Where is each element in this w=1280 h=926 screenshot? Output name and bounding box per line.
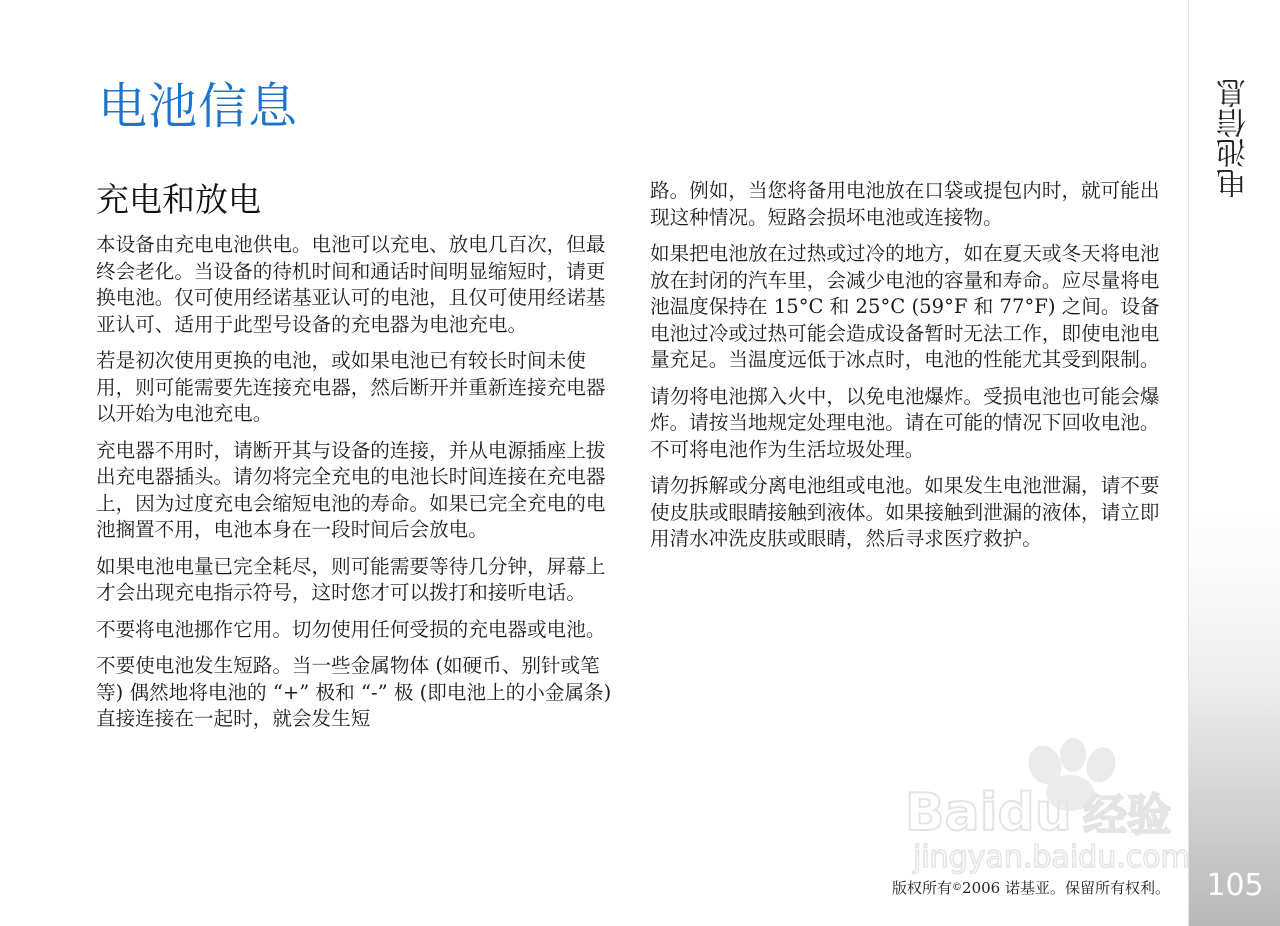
watermark-brand: Baidu: [905, 783, 1072, 843]
chapter-title: 电池信息: [98, 78, 299, 135]
copyright-prefix: 版权所有: [892, 879, 953, 897]
page-number: 105: [1206, 868, 1264, 903]
watermark-url: jingyan.baidu.com: [913, 840, 1190, 875]
watermark-brand-cn: 经验: [1083, 790, 1171, 841]
paragraph: 如果电池电量已完全耗尽，则可能需要等待几分钟，屏幕上才会出现充电指示符号，这时您才可以拨打和接听电话。: [96, 554, 606, 604]
section-title: 充电和放电: [96, 180, 261, 219]
copyright-suffix: 2006 诺基亚。保留所有权利。: [962, 879, 1170, 897]
paragraph: 本设备由充电电池供电。电池可以充电、放电几百次，但最终会老化。当设备的待机时间和通话时间明显缩短时，请更换电池。仅可使用经诺基亚认可的电池，且仅可使用经诺基亚认可、适用于此型号设备的充电器为电池充电。: [96, 233, 606, 336]
paragraph: 不要将电池挪作它用。切勿使用任何受损的充电器或电池。: [96, 617, 606, 641]
paragraph: 路。例如，当您将备用电池放在口袋或提包内时，就可能出现这种情况。短路会损坏电池或连接物。: [650, 179, 1160, 229]
paragraph: 充电器不用时，请断开其与设备的连接，并从电源插座上拔出充电器插头。请勿将完全充电的电池长时间连接在充电器上，因为过度充电会缩短电池的寿命。如果已完全充电的电池搁置不用，电池本身在一段时间后会放电。: [96, 438, 606, 541]
side-tab-title: 电池信息: [1217, 78, 1252, 198]
right-column: [650, 178, 1164, 563]
baidu-jingyan-watermark: [905, 735, 1195, 875]
paragraph: 不要使电池发生短路。当一些金属物体 (如硬币、别针或笔等) 偶然地将电池的 “+” 极和 “-” 极 (即电池上的小金属条) 直接连接在一起时，就会发生短: [96, 654, 612, 730]
copyright-footer: [860, 876, 1170, 900]
copyright-symbol: ©: [952, 882, 963, 893]
paragraph: 请勿将电池掷入火中，以免电池爆炸。受损电池也可能会爆炸。请按当地规定处理电池。请在可能的情况下回收电池。不可将电池作为生活垃圾处理。: [650, 384, 1160, 461]
paragraph: 如果把电池放在过热或过冷的地方，如在夏天或冬天将电池放在封闭的汽车里，会减少电池的容量和寿命。应尽量将电池温度保持在 15°C 和 25°C (59°F 和 77°F) 之间。设备电池过冷或过热可能会造成设备暂时无法工作，即使电池电量充足。当温度远低于冰点时，电池的性能尤其受到限制。: [650, 242, 1160, 371]
paragraph: 请勿拆解或分离电池组或电池。如果发生电池泄漏，请不要使皮肤或眼睛接触到液体。如果接触到泄漏的液体，请立即用清水冲洗皮肤或眼睛，然后寻求医疗救护。: [650, 474, 1160, 550]
paragraph: 若是初次使用更换的电池，或如果电池已有较长时间未使用，则可能需要先连接充电器，然后断开并重新连接充电器以开始为电池充电。: [96, 349, 606, 425]
left-column: [96, 232, 622, 743]
